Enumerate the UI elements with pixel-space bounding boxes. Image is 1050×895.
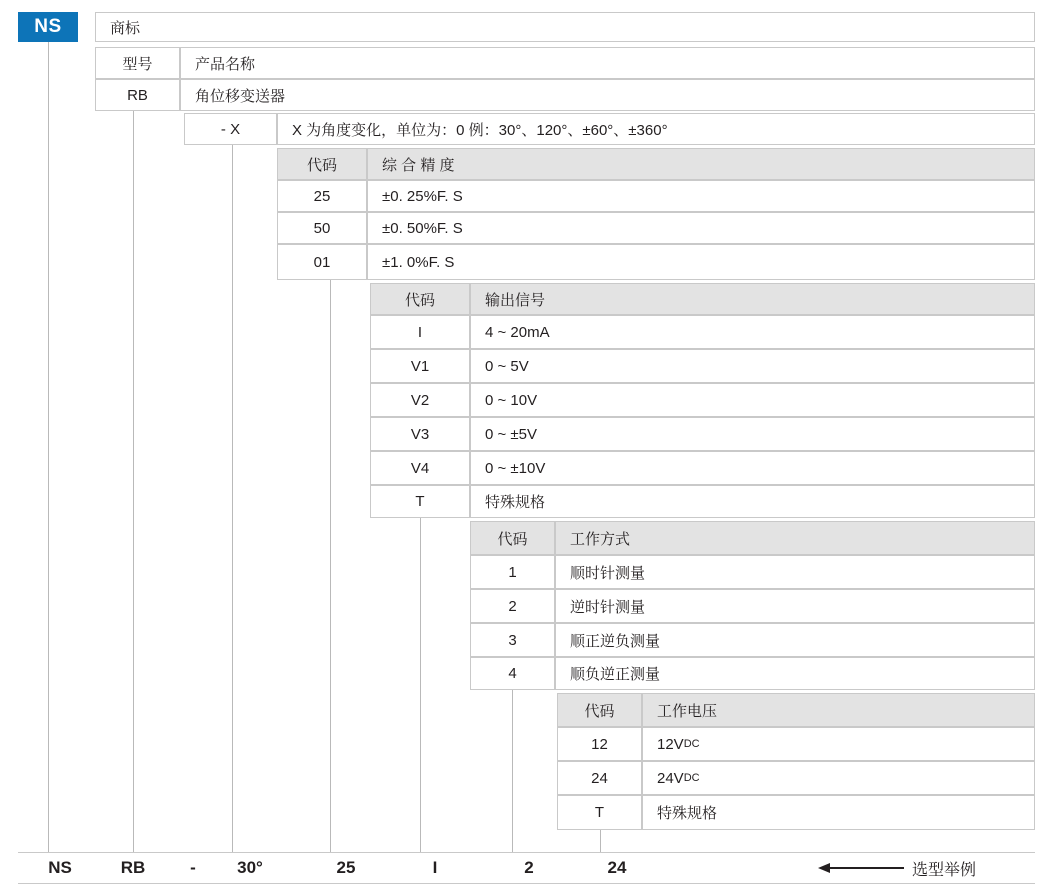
accuracy-value-text: ±0. 25%F. S [382, 187, 463, 205]
output-code-value: V2 [410, 391, 430, 409]
example-item-text: NS [48, 858, 72, 877]
brand-code-cell [18, 12, 78, 42]
example-item-accuracy [316, 853, 376, 883]
angle-desc: X 为角度变化，单位为：0 例：30°、120°、±60°、±360° [292, 121, 668, 139]
mode-value-text: 顺正逆负测量 [570, 632, 661, 650]
output-row-value [470, 451, 1035, 485]
accuracy-row-code [277, 244, 367, 280]
example-item-dash [173, 853, 213, 883]
angle-code: - X [220, 120, 241, 138]
voltage-header-value-cell [642, 693, 1035, 727]
example-item-angle [218, 853, 282, 883]
example-item-text: RB [120, 858, 146, 877]
output-header-value-cell [470, 283, 1035, 315]
output-row-value [470, 417, 1035, 451]
model-code: RB [127, 86, 148, 104]
output-row-value [470, 315, 1035, 349]
example-item-brand [30, 853, 90, 883]
voltage-row-value [642, 795, 1035, 830]
connector-line-model [133, 110, 134, 852]
accuracy-row-code [277, 212, 367, 244]
mode-row-code [470, 589, 555, 623]
output-row-value [470, 349, 1035, 383]
model-value-cell [180, 79, 1035, 111]
output-value-text: 4 ~ 20mA [485, 323, 550, 341]
output-code-value: V3 [410, 425, 430, 443]
voltage-value-subscript: DC [683, 772, 700, 784]
example-item-output [410, 853, 460, 883]
mode-row-value [555, 589, 1035, 623]
angle-code-cell [184, 113, 277, 145]
accuracy-value-text: ±0. 50%F. S [382, 219, 463, 237]
example-item-voltage [584, 853, 650, 883]
model-header-code-cell [95, 47, 180, 79]
output-row-code [370, 485, 470, 518]
model-header-value-cell [180, 47, 1035, 79]
mode-header-value-cell [555, 521, 1035, 555]
mode-header-code: 代码 [497, 530, 528, 548]
model-code-cell [95, 79, 180, 111]
mode-header-value: 工作方式 [570, 530, 631, 548]
output-row-value [470, 485, 1035, 518]
angle-desc-cell [277, 113, 1035, 145]
voltage-row-value [642, 761, 1035, 795]
voltage-value-subscript: DC [683, 738, 700, 750]
model-value: 角位移变送器 [195, 87, 286, 105]
mode-header-code-cell [470, 521, 555, 555]
voltage-row-code [557, 761, 642, 795]
accuracy-row-code [277, 180, 367, 212]
mode-row-code [470, 623, 555, 657]
voltage-header-code-cell [557, 693, 642, 727]
mode-value-text: 顺时针测量 [570, 564, 646, 582]
connector-line-accuracy [330, 280, 331, 852]
output-row-code [370, 451, 470, 485]
voltage-header-code: 代码 [584, 702, 615, 720]
mode-row-code [470, 657, 555, 690]
connector-line-mode [512, 690, 513, 852]
example-note [818, 853, 976, 883]
accuracy-header-code: 代码 [306, 156, 337, 174]
output-row-code [370, 383, 470, 417]
brand-code: NS [34, 16, 62, 37]
accuracy-row-value [367, 180, 1035, 212]
accuracy-header-code-cell [277, 148, 367, 180]
output-row-code [370, 349, 470, 383]
voltage-header-value: 工作电压 [657, 702, 718, 720]
voltage-code-value: 24 [591, 769, 608, 787]
accuracy-row-value [367, 212, 1035, 244]
example-item-text: I [432, 858, 438, 877]
example-item-model [103, 853, 163, 883]
example-item-text: 24 [607, 858, 627, 877]
mode-code-value: 1 [508, 563, 517, 581]
output-value-text: 0 ~ 10V [485, 391, 538, 409]
accuracy-header-value: 综 合 精 度 [382, 156, 455, 174]
example-note-text: 选型举例 [912, 861, 977, 879]
voltage-row-value [642, 727, 1035, 761]
example-band [18, 852, 1035, 884]
voltage-code-value: T [594, 804, 605, 821]
output-code-value: V1 [410, 357, 430, 375]
model-header-code: 型号 [122, 55, 153, 73]
output-value-text: 特殊规格 [485, 494, 546, 511]
output-header-code: 代码 [404, 291, 435, 309]
connector-line-output [420, 518, 421, 852]
output-code-value: I [417, 323, 423, 341]
example-item-mode [504, 853, 554, 883]
mode-row-code [470, 555, 555, 589]
voltage-row-code [557, 795, 642, 830]
output-row-value [470, 383, 1035, 417]
example-item-text: 25 [336, 858, 356, 877]
accuracy-code-value: 01 [313, 253, 331, 271]
mode-value-text: 顺负逆正测量 [570, 666, 661, 683]
output-header-code-cell [370, 283, 470, 315]
brand-label-cell [95, 12, 1035, 42]
voltage-row-code [557, 727, 642, 761]
arrow-left-icon [818, 863, 904, 873]
connector-line-angle [232, 144, 233, 852]
voltage-code-value: 12 [591, 735, 608, 753]
brand-label: 商标 [110, 19, 141, 37]
voltage-value-text: 24V [657, 769, 684, 787]
output-row-code [370, 417, 470, 451]
output-value-text: 0 ~ 5V [485, 357, 529, 375]
output-code-value: T [415, 493, 425, 510]
output-value-text: 0 ~ ±10V [485, 459, 546, 477]
mode-row-value [555, 623, 1035, 657]
mode-code-value: 2 [508, 597, 517, 615]
mode-value-text: 逆时针测量 [570, 598, 646, 616]
output-row-code [370, 315, 470, 349]
example-item-text: 2 [524, 858, 534, 877]
mode-row-value [555, 657, 1035, 690]
example-item-text: - [190, 858, 196, 877]
voltage-value-text: 12V [657, 735, 684, 753]
output-value-text: 0 ~ ±5V [485, 425, 538, 443]
connector-line-brand [48, 42, 49, 852]
mode-row-value [555, 555, 1035, 589]
accuracy-header-value-cell [367, 148, 1035, 180]
mode-code-value: 3 [508, 631, 517, 649]
voltage-value-text: 特殊规格 [657, 805, 718, 822]
mode-code-value: 4 [508, 665, 517, 682]
output-code-value: V4 [410, 459, 430, 477]
model-header-value: 产品名称 [195, 55, 256, 73]
accuracy-row-value [367, 244, 1035, 280]
output-header-value: 输出信号 [485, 291, 546, 309]
accuracy-value-text: ±1. 0%F. S [382, 253, 455, 271]
connector-line-voltage [600, 830, 601, 852]
accuracy-code-value: 50 [313, 219, 331, 237]
example-item-text: 30° [237, 858, 263, 877]
accuracy-code-value: 25 [313, 187, 331, 205]
